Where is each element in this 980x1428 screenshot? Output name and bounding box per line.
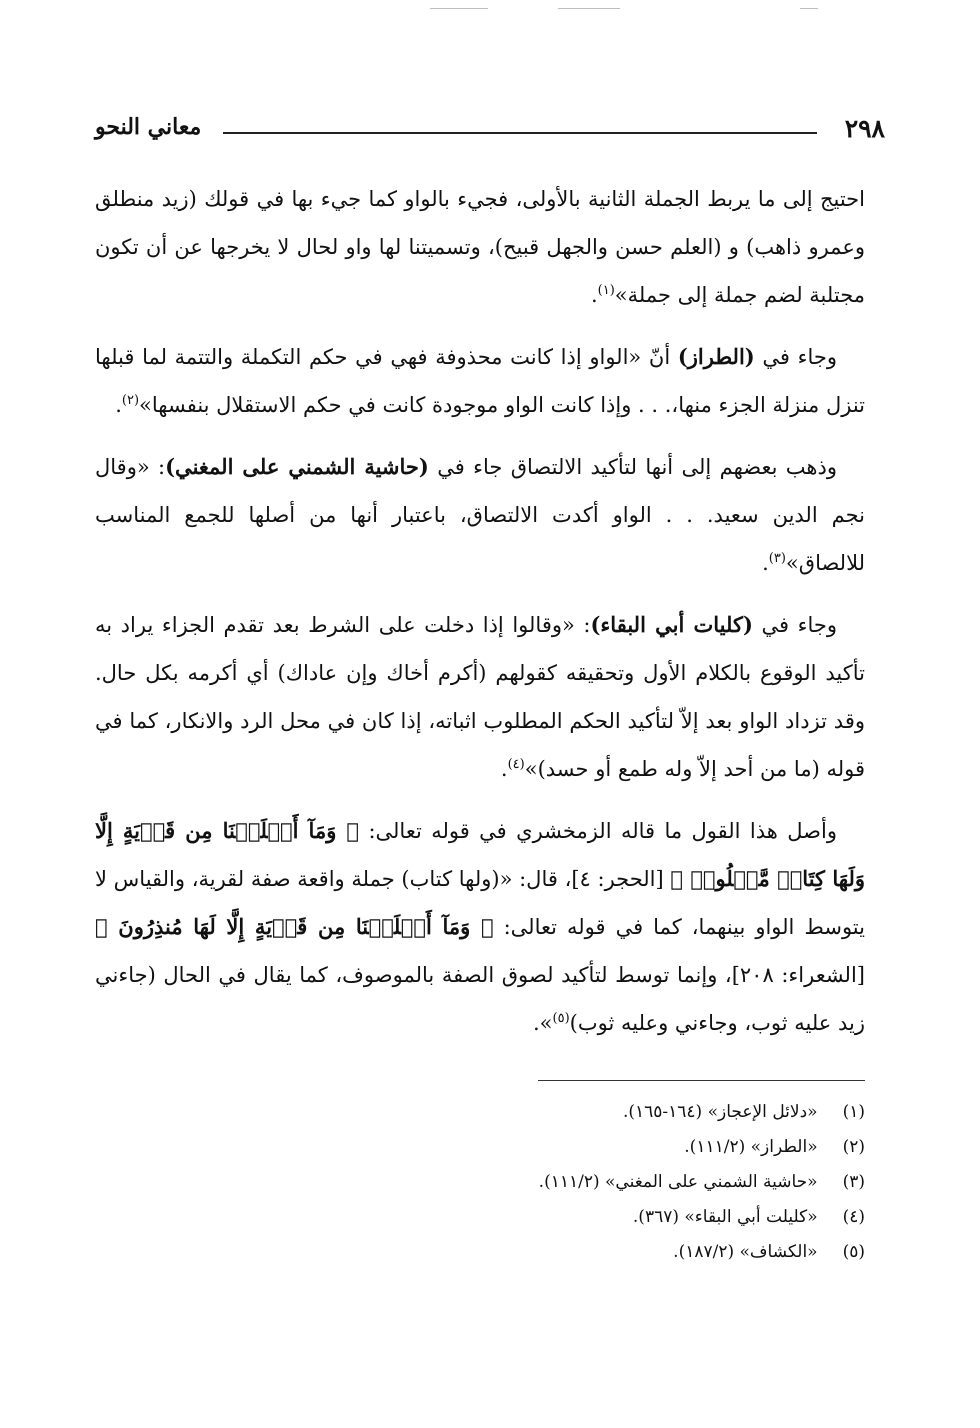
footnote-number: (٥) [842, 1242, 865, 1262]
footnote-ref: (٤) [507, 757, 525, 772]
source-title: (كليات أبي البقاء) [590, 612, 753, 637]
paragraph-text: : «وقال نجم الدين سعيد. . . الواو أكدت الالتصاق، باعتبار أنها من أصلها للجمع المناسب للالصاق» [95, 455, 865, 575]
paragraph-text: احتيج إلى ما يربط الجملة الثانية بالأولى، فجيء بالواو كما جيء بها في قولك (زيد منطلق وعمرو ذاهب) و (العلم حسن والجهل قبيح)، وتسميتنا لها واو لحال لا يخرجها عن أن تكون مجتلبة لضم جملة إلى جملة» [95, 187, 865, 307]
footnote-number: (٤) [842, 1207, 865, 1227]
paragraph-lead: وجاء في [754, 345, 837, 369]
paragraph-text: أنّ «الواو إذا كانت محذوفة فهي في حكم التكملة والتتمة لما قبلها تنزل منزلة الجزء منها،. . . وإذا كانت الواو موجودة كانت في حكم الاستقلال بنفسها» [95, 345, 865, 417]
scan-artifact [430, 8, 488, 9]
paragraph-3: وذهب بعضهم إلى أنها لتأكيد الالتصاق جاء في (حاشية الشمني على المغني): «وقال نجم الدين سعيد. . . الواو أكدت الالتصاق، باعتبار أنها من أصلها للجمع المناسب للالصاق»$^{(٣)}$. [95, 454, 865, 575]
footnote-ref: (٢) [121, 393, 140, 408]
paragraph-lead: وذهب بعضهم إلى أنها لتأكيد الالتصاق جاء في [428, 455, 837, 479]
footnote-ref: (٥) [552, 1011, 570, 1026]
footnote-number: (١) [842, 1102, 865, 1122]
quran-verse: ﴿ وَمَآ أَهۡلَكۡنَا مِن قَرۡيَةٍ إِلَّا لَهَا مُنذِرُونَ ﴾ [95, 914, 494, 939]
footnote-number: (٣) [842, 1172, 865, 1192]
scan-artifact [800, 8, 818, 9]
header-rule [223, 132, 817, 134]
paragraph-middle: [الحجر: ٤]، قال: «(ولها كتاب) جملة واقعة صفة لقرية، والقياس لا يتوسط الواو بينهما، كما في قوله تعالى: [95, 867, 865, 939]
footnote-ref: (١) [597, 283, 615, 298]
footnote-text: «الطراز» (١١١/٢). [684, 1137, 818, 1157]
paragraph-lead: وجاء في [752, 613, 837, 637]
main-text [95, 175, 865, 1061]
footnote-text: «حاشية الشمني على المغني» (١١١/٢). [538, 1172, 818, 1192]
page-number: ٢٩٨ [844, 114, 885, 143]
paragraph-2: وجاء في (الطراز) أنّ «الواو إذا كانت محذوفة فهي في حكم التكملة والتتمة لما قبلها تنزل منزلة الجزء منها،. . . وإذا كانت الواو موجودة كانت في حكم الاستقلال بنفسها»$^{(٢)}$. [95, 344, 865, 417]
footnote-ref: (٣) [768, 551, 786, 566]
book-title: معاني النحو [95, 114, 202, 140]
scan-artifact [558, 8, 620, 9]
footnote-text: «كليلت أبي البقاء» (٣٦٧). [632, 1207, 818, 1227]
paragraph-1: احتيج إلى ما يربط الجملة الثانية بالأولى، فجيء بالواو كما جيء بها في قولك (زيد منطلق وعمرو ذاهب) و (العلم حسن والجهل قبيح)، وتسميتنا لها واو لحال لا يخرجها عن أن تكون مجتلبة لضم جملة إلى جملة»$^{(١)}$. [95, 187, 865, 307]
footnote-item [345, 1130, 865, 1165]
footnote-text: «الكشاف» (١٨٧/٢). [673, 1242, 818, 1262]
paragraph-4: وجاء في (كليات أبي البقاء): «وقالوا إذا دخلت على الشرط بعد تقدم الجزاء يراد به تأكيد الوقوع بالكلام الأول وتحقيقه كقولهم (أكرم أخاك وإن عاداك) أي أكرمه بكل حال. وقد تزداد الواو بعد إلاّ لتأكيد الحكم المطلوب اثباته، إذا كان في محل الرد والانكار، كما في قوله (ما من أحد إلاّ وله طمع أو حسد)»$^{(٤)}$. [95, 612, 865, 781]
footnote-item [345, 1235, 865, 1270]
paragraph-text: [الشعراء: ٢٠٨]، وإنما توسط لتأكيد لصوق الصفة بالموصوف، كما يقال في الحال (جاءني زيد عليه ثوب، وجاءني وعليه ثوب) [95, 963, 865, 1035]
footnote-text: «دلائل الإعجاز» (١٦٤-١٦٥). [622, 1102, 818, 1122]
footnote-item [345, 1095, 865, 1130]
footnote-number: (٢) [842, 1137, 865, 1157]
quran-verse: ﴿ وَمَآ أَهۡلَكۡنَا مِن قَرۡيَةٍ إِلَّا وَلَهَا كِتَابٞ مَّعۡلُومٞ ﴾ [95, 818, 865, 891]
footnote-item [345, 1200, 865, 1235]
footnote-separator [538, 1080, 865, 1081]
paragraph-lead: وأصل هذا القول ما قاله الزمخشري في قوله تعالى: [359, 819, 837, 843]
footnote-item [345, 1165, 865, 1200]
footnotes [345, 1095, 865, 1270]
source-title: (حاشية الشمني على المغني) [165, 454, 429, 479]
paragraph-5: وأصل هذا القول ما قاله الزمخشري في قوله تعالى: ﴿ وَمَآ أَهۡلَكۡنَا مِن قَرۡيَةٍ إِلَّا وَلَهَا كِتَابٞ مَّعۡلُومٞ ﴾ [الحجر: ٤]، قال: «(ولها كتاب) جملة واقعة صفة لقرية، والقياس لا يتوسط الواو بينهما، كما في قوله تعالى: ﴿ وَمَآ أَهۡلَكۡنَا مِن قَرۡيَةٍ إِلَّا لَهَا مُنذِرُونَ ﴾ [الشعراء: ٢٠٨]، وإنما توسط لتأكيد لصوق الصفة بالموصوف، كما يقال في الحال (جاءني زيد عليه ثوب، وجاءني وعليه ثوب)$^{(٥)}$». [95, 818, 865, 1035]
paragraph-text: : «وقالوا إذا دخلت على الشرط بعد تقدم الجزاء يراد به تأكيد الوقوع بالكلام الأول وتحقيقه كقولهم (أكرم أخاك وإن عاداك) أي أكرمه بكل حال. وقد تزداد الواو بعد إلاّ لتأكيد الحكم المطلوب اثباته، إذا كان في محل الرد والانكار، كما في قوله (ما من أحد إلاّ وله طمع أو حسد)» [95, 613, 865, 781]
source-title: (الطراز) [677, 344, 755, 369]
page-header [95, 110, 885, 150]
